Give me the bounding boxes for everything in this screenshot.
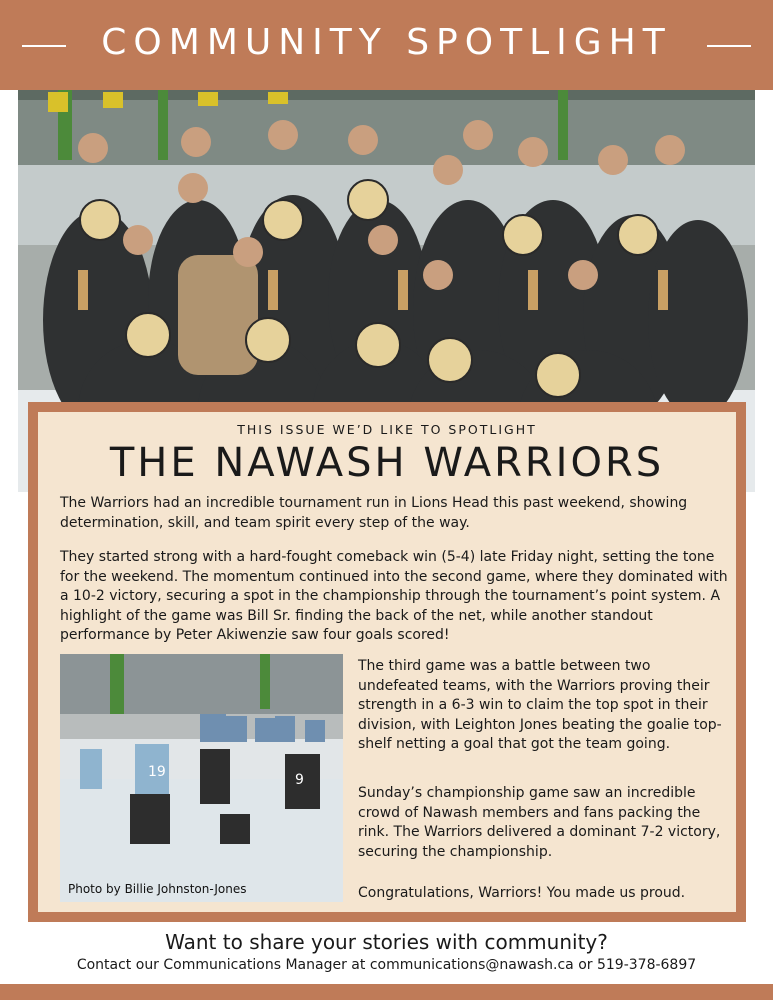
paragraph-third-game: The third game was a battle between two undefeated teams, with the Warriors proving their strength in a 6-3 win to claim the top spot in their division, with Leighton Jones beating the goalie top-shelf netting a goal that got the team going. bbox=[358, 658, 722, 752]
svg-text:19: 19 bbox=[148, 764, 166, 780]
paragraph-games: They started strong with a hard-fought comeback win (5-4) late Friday night, setting the tone for the weekend. The momentum continued into the second game, where they dominated with a 10-2 victory, securing a spot in the championship through the tournament’s point system. A highlight of the game was Bill Sr. finding the back of the net, while another standout performance by Peter Akiwenzie saw four goals scored! bbox=[60, 549, 728, 643]
page-title: COMMUNITY SPOTLIGHT bbox=[101, 22, 672, 63]
footer-callout: Want to share your stories with community? bbox=[165, 930, 608, 954]
game-action-photo bbox=[60, 654, 343, 902]
header-banner bbox=[0, 0, 773, 90]
article-kicker: THIS ISSUE WE’D LIKE TO SPOTLIGHT bbox=[237, 422, 537, 437]
game-action-illustration bbox=[60, 654, 343, 902]
paragraph-congratulations: Congratulations, Warriors! You made us proud. bbox=[358, 885, 686, 901]
svg-text:9: 9 bbox=[295, 772, 304, 788]
header-rule-right bbox=[707, 45, 751, 47]
paragraph-intro: The Warriors had an incredible tournament run in Lions Head this past weekend, showing determination, skill, and team spirit every step of the way. bbox=[60, 495, 688, 531]
bottom-bar bbox=[0, 984, 773, 1000]
photo-credit: Photo by Billie Johnston-Jones bbox=[68, 882, 247, 896]
paragraph-championship: Sunday’s championship game saw an incredible crowd of Nawash members and fans packing the rink. The Warriors delivered a dominant 7-2 victory, securing the championship. bbox=[358, 785, 721, 860]
footer-contact: Contact our Communications Manager at communications@nawash.ca or 519-378-6897 bbox=[76, 957, 697, 973]
article-headline: THE NAWASH WARRIORS bbox=[109, 440, 665, 486]
